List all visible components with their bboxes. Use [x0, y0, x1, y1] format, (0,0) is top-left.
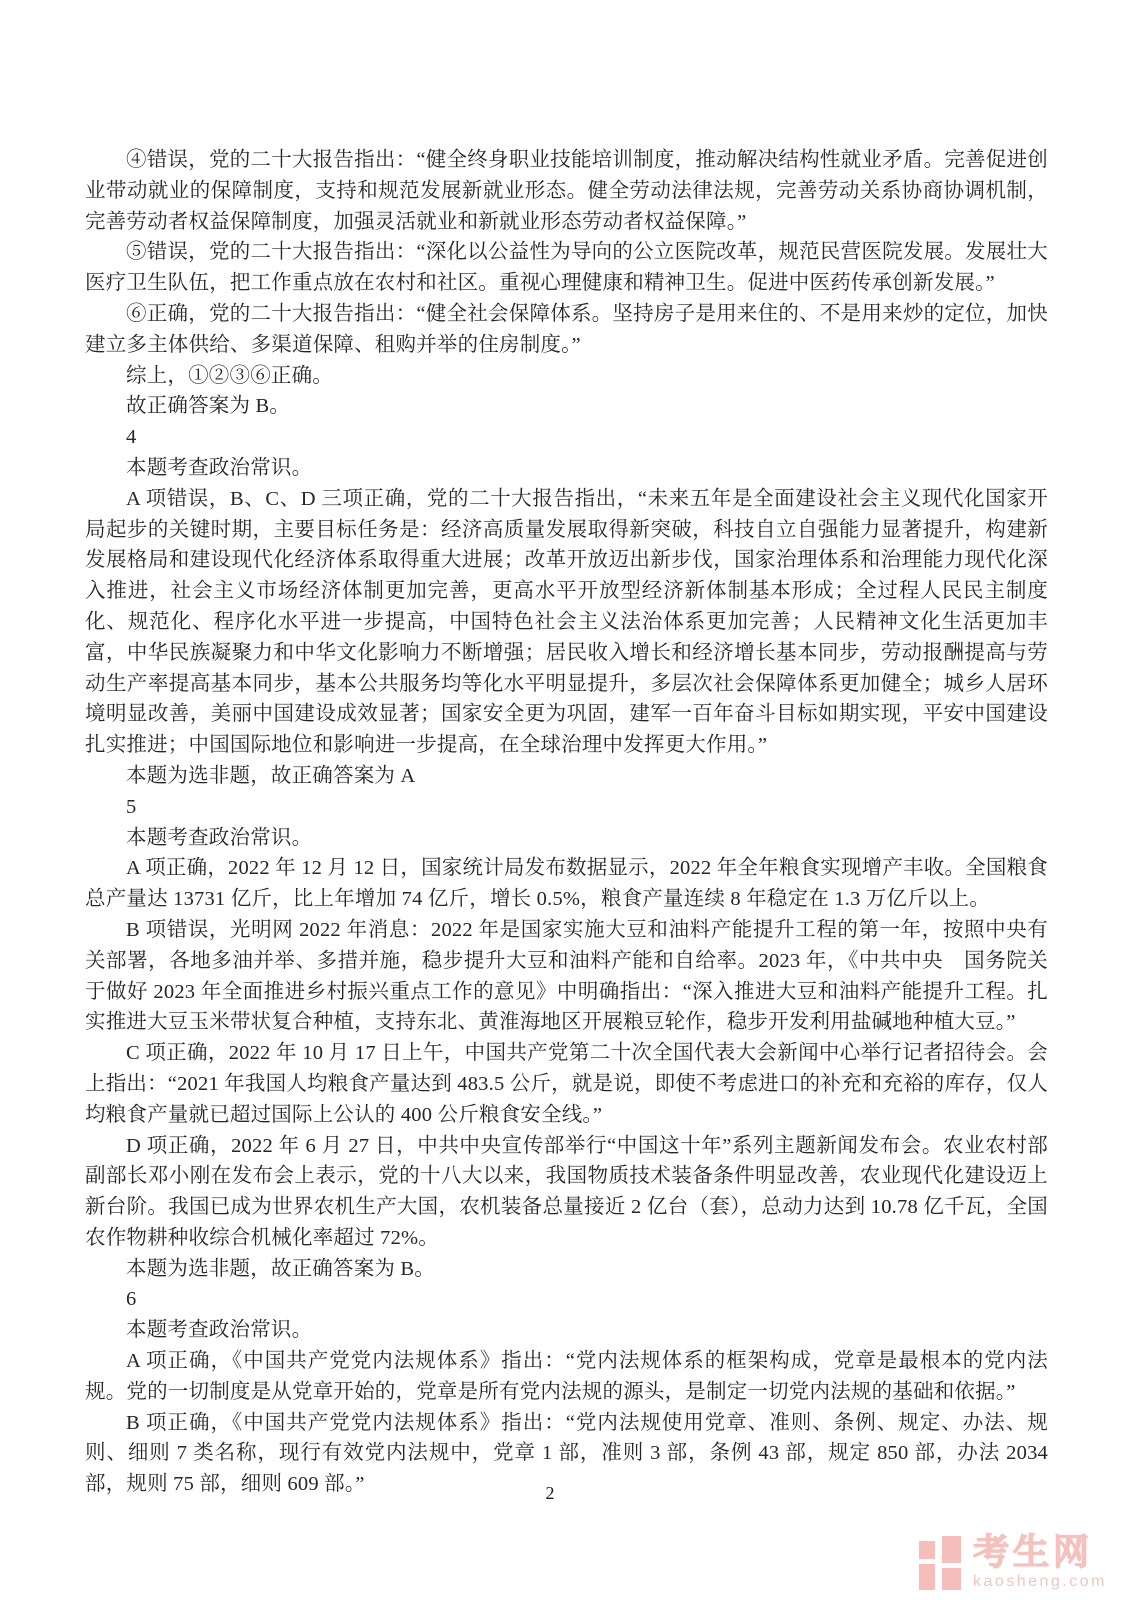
paragraph: 本题考查政治常识。: [126, 456, 313, 479]
document-body: [85, 145, 1048, 1500]
paragraph: ⑥正确，党的二十大报告指出：“健全社会保障体系。坚持房子是用来住的、不是用来炒的定位，加快建立多主体供给、多渠道保障、租购并举的住房制度。”: [85, 302, 1048, 356]
page-number: 2: [545, 1483, 555, 1503]
paragraph: 综上，①②③⑥正确。: [126, 364, 333, 387]
paragraph: 本题为选非题，故正确答案为 A: [126, 764, 416, 787]
paragraph: 故正确答案为 B。: [126, 395, 291, 418]
paragraph: ⑤错误，党的二十大报告指出：“深化以公益性为导向的公立医院改革，规范民营医院发展。发展壮大医疗卫生队伍，把工作重点放在农村和社区。重视心理健康和精神卫生。促进中医药传承创新发展。”: [85, 241, 1048, 295]
site-watermark: [919, 1531, 1107, 1590]
paragraph: 4: [126, 426, 137, 449]
paragraph: D 项正确，2022 年 6 月 27 日，中共中央宣传部举行“中国这十年”系列主题新闻发布会。农业农村部副部长邓小刚在发布会上表示，党的十八大以来，我国物质技术装备条件明显改善，农业现代化建设迈上新台阶。我国已成为世界农机生产大国，农机装备总量接近 2 亿台（套），总动力达到 10.78 亿千瓦，全国农作物耕种收综合机械化率超过 72%。: [85, 1134, 1048, 1249]
paragraph: 5: [126, 795, 137, 818]
paragraph: B 项正确，《中国共产党党内法规体系》指出：“党内法规使用党章、准则、条例、规定、办法、规则、细则 7 类名称，现行有效党内法规中，党章 1 部，准则 3 部，条例 43 部，规定 850 部，办法 2034 部，规则 75 部，细则 609 部。”: [85, 1411, 1048, 1496]
page-footer: [0, 1483, 1100, 1504]
paragraph: ④错误，党的二十大报告指出：“健全终身职业技能培训制度，推动解决结构性就业矛盾。完善促进创业带动就业的保障制度，支持和规范发展新就业形态。健全劳动法律法规，完善劳动关系协商协调机制，完善劳动者权益保障制度，加强灵活就业和新就业形态劳动者权益保障。”: [85, 149, 1048, 233]
paragraph: C 项正确，2022 年 10 月 17 日上午，中国共产党第二十次全国代表大会新闻中心举行记者招待会。会上指出：“2021 年我国人均粮食产量达到 483.5 公斤，就是说，即使不考虑进口的补充和充裕的库存，仅人均粮食产量就已超过国际上公认的 400 公斤粮食安全线。”: [85, 1042, 1048, 1126]
paragraph: A 项正确，《中国共产党党内法规体系》指出：“党内法规体系的框架构成，党章是最根本的党内法规。党的一切制度是从党章开始的，党章是所有党内法规的源头，是制定一切党内法规的基础和依据。”: [85, 1350, 1048, 1403]
paragraph: 本题考查政治常识。: [126, 1319, 313, 1342]
paragraph: A 项正确，2022 年 12 月 12 日，国家统计局发布数据显示，2022 年全年粮食实现增产丰收。全国粮食总产量达 13731 亿斤，比上年增加 74 亿斤，增长 0.5%，粮食产量连续 8 年稳定在 1.3 万亿斤以上。: [85, 857, 1048, 911]
paragraph: B 项错误，光明网 2022 年消息：2022 年是国家实施大豆和油料产能提升工程的第一年，按照中央有关部署，各地多油并举、多措并施，稳步提升大豆和油料产能和自给率。2023 年，《中共中央 国务院关于做好 2023 年全面推进乡村振兴重点工作的意见》中明确指出：“深入推进大豆和油料产能提升工程。扎实推进大豆玉米带状复合种植，支持东北、黄淮海地区开展粮豆轮作，稳步开发利用盐碱地种植大豆。”: [85, 918, 1048, 1034]
watermark-site-domain: kaosheng.com: [972, 1573, 1107, 1590]
paragraph: 本题考查政治常识。: [126, 826, 313, 849]
paragraph: 6: [126, 1288, 137, 1311]
watermark-site-name: 考生网: [972, 1531, 1093, 1572]
kaosheng-logo-icon: [919, 1536, 961, 1590]
paragraph: 本题为选非题，故正确答案为 B。: [126, 1257, 435, 1280]
paragraph: A 项错误，B、C、D 三项正确，党的二十大报告指出，“未来五年是全面建设社会主义现代化国家开局起步的关键时期，主要目标任务是：经济高质量发展取得新突破，科技自立自强能力显著提升，构建新发展格局和建设现代化经济体系取得重大进展；改革开放迈出新步伐，国家治理体系和治理能力现代化深入推进，社会主义市场经济体制更加完善，更高水平开放型经济新体制基本形成；全过程人民民主制度化、规范化、程序化水平进一步提高，中国特色社会主义法治体系更加完善；人民精神文化生活更加丰富，中华民族凝聚力和中华文化影响力不断增强；居民收入增长和经济增长基本同步，劳动报酬提高与劳动生产率提高基本同步，基本公共服务均等化水平明显提升，多层次社会保障体系更加健全；城乡人居环境明显改善，美丽中国建设成效显著；国家安全更为巩固，建军一百年奋斗目标如期实现，平安中国建设扎实推进；中国国际地位和影响进一步提高，在全球治理中发挥更大作用。”: [85, 487, 1048, 757]
watermark-text: [972, 1531, 1107, 1590]
